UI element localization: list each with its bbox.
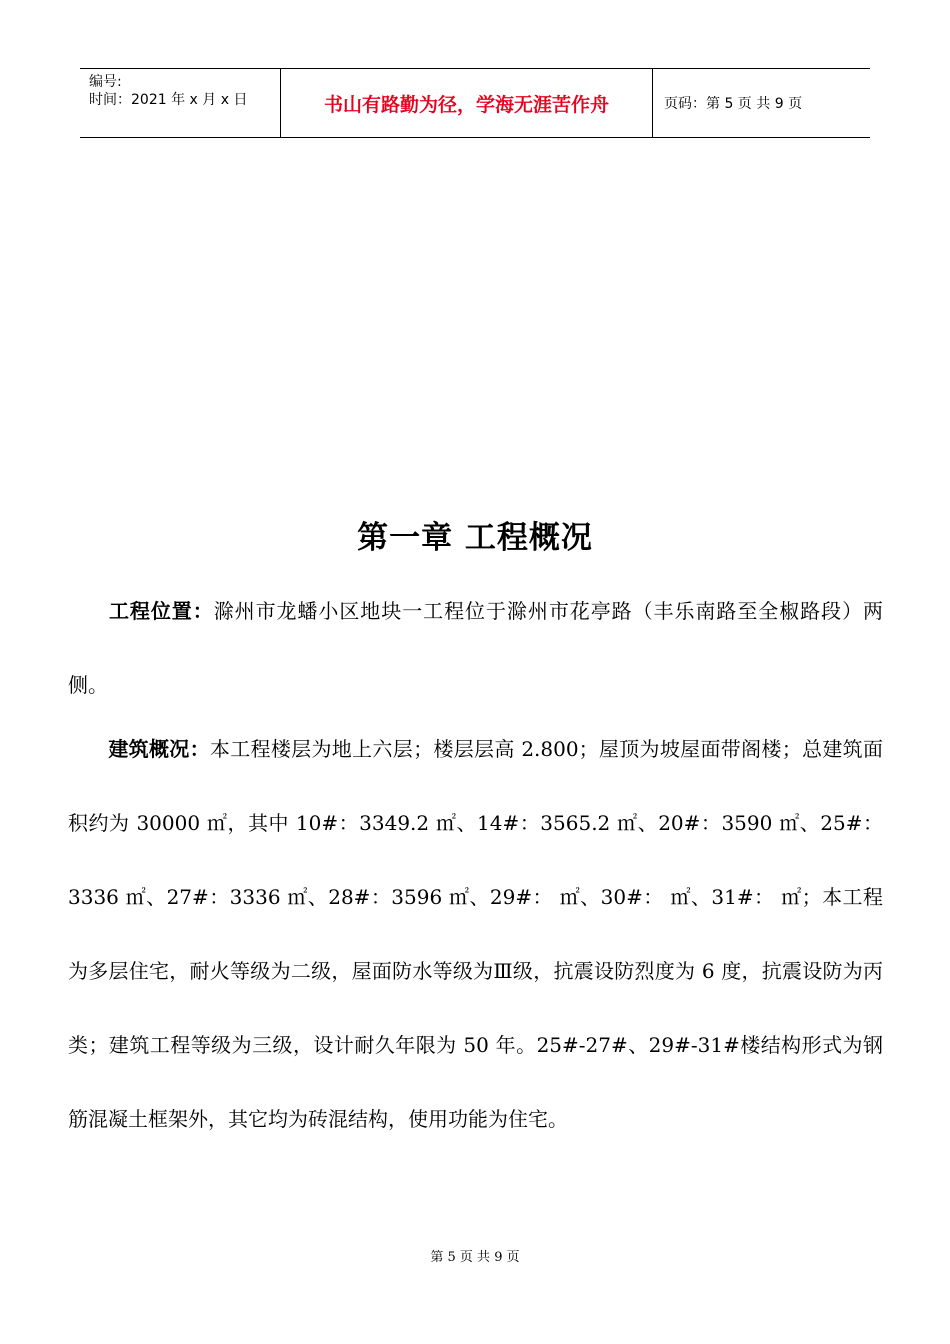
paragraph-label: 工程位置： <box>108 599 214 623</box>
chapter-title: 第一章 工程概况 <box>357 520 593 556</box>
page-footer: 第 5 页 共 9 页 <box>430 1250 520 1265</box>
header-divider <box>652 69 653 137</box>
paragraph-building-overview <box>68 712 883 1156</box>
header-meta <box>80 69 280 137</box>
paragraph-text: 滁州市龙蟠小区地块一工程位于滁州市花亭路（丰乐南路至全椒路段）两侧。 <box>68 599 884 697</box>
paragraph-label: 建筑概况： <box>108 737 210 761</box>
paragraph-location <box>68 574 883 722</box>
paragraph-text: 本工程楼层为地上六层；楼层层高 2.800；屋顶为坡屋面带阁楼；总建筑面积约为 30000 ㎡，其中 10#：3349.2 ㎡、14#：3565.2 ㎡、20#：3590 ㎡、25#：3336 ㎡、27#：3336 ㎡、28#：3596 ㎡、29#： ㎡、30#： ㎡、31#： ㎡；本工程为多层住宅，耐火等级为二级，屋面防水等级为Ⅲ级，抗震设防烈度为 6 度，抗震设防为丙类；建筑工程等级为三级，设计耐久年限为 50 年。25#-27#、29#-31#楼结构形式为钢筋混凝土框架外，其它均为砖混结构，使用功能为住宅。 <box>68 737 883 1131</box>
header-number-label: 编号: <box>89 74 122 90</box>
header-motto: 书山有路勤为径，学海无涯苦作舟 <box>323 93 609 116</box>
page-header <box>80 68 870 138</box>
header-page-info: 页码：第 5 页 共 9 页 <box>664 96 803 112</box>
header-time-label: 时间：2021 年 x 月 x 日 <box>89 92 248 108</box>
